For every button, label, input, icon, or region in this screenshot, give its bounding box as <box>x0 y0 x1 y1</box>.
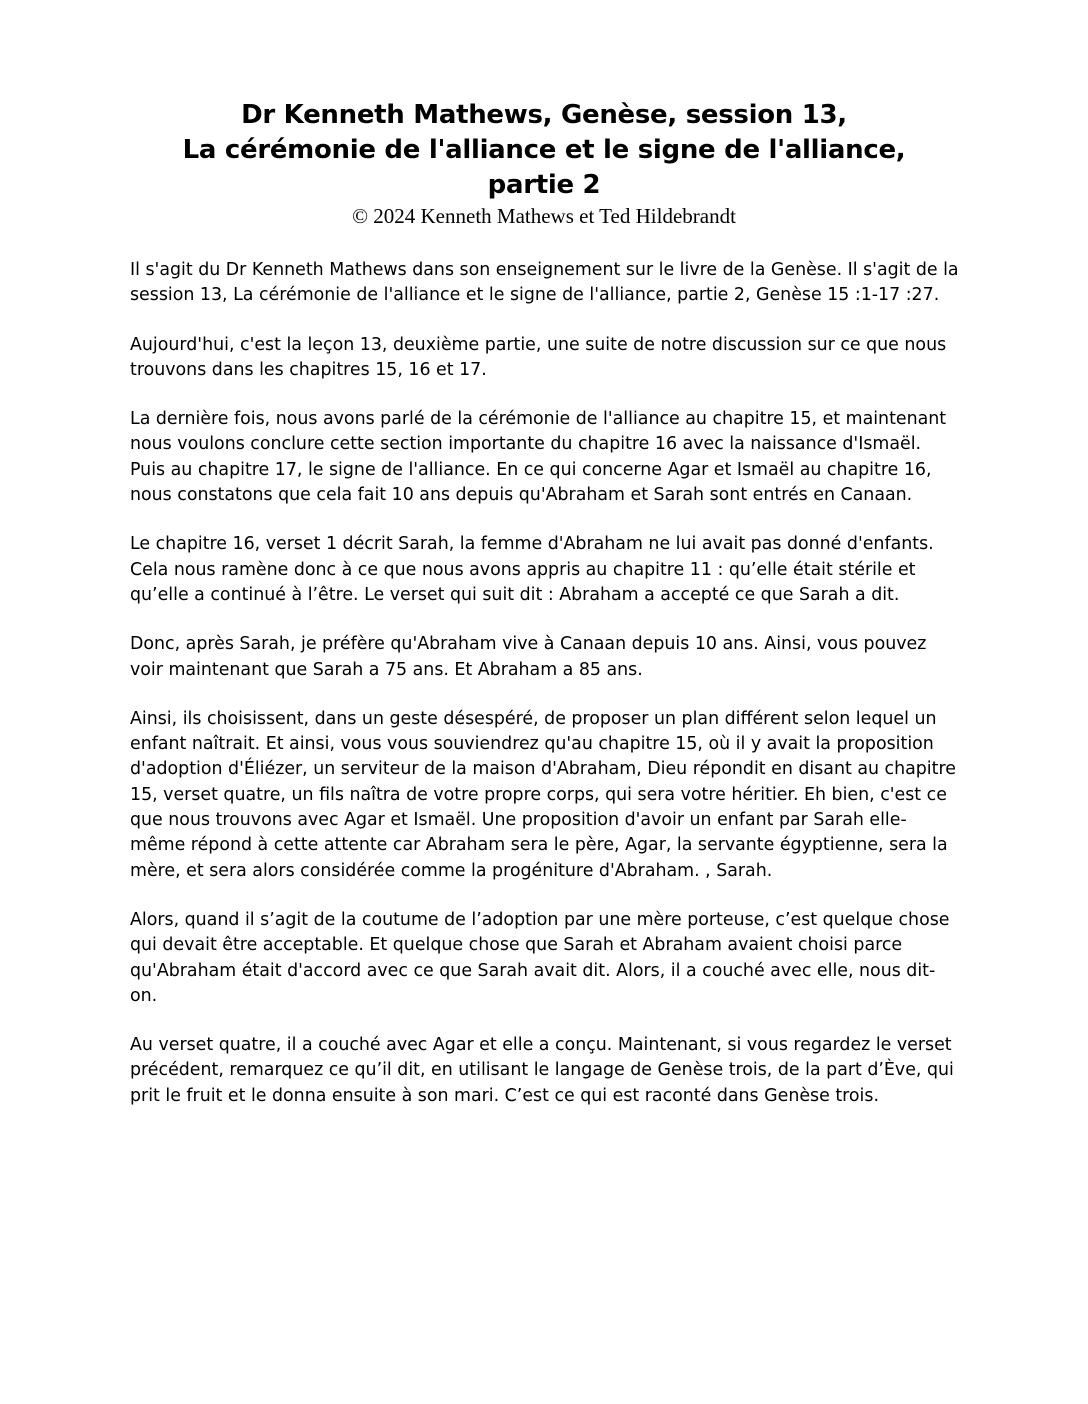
paragraph-5: Donc, après Sarah, je préfère qu'Abraham vive à Canaan depuis 10 ans. Ainsi, vous pouvez voir maintenant que Sarah a 75 ans. Et Abraham a 85 ans. <box>130 634 927 680</box>
paragraph-6: Ainsi, ils choisissent, dans un geste désespéré, de proposer un plan différent selon lequel un enfant naîtrait. Et ainsi, vous vous souviendrez qu'au chapitre 15, où il y avait la proposition d'adoption d'Éliézer, un serviteur de la maison d'Abraham, Dieu répondit en disant au chapitre 15, verset quatre, un fils naîtra de votre propre corps, qui sera votre héritier. Eh bien, c'est ce que nous trouvons avec Agar et Ismaël. Une proposition d'avoir un enfant par Sarah elle-même répond à cette attente car Abraham sera le père, Agar, la servante égyptienne, sera la mère, et sera alors considérée comme la progéniture d'Abraham. , Sarah. <box>130 708 956 881</box>
title-line-3: partie 2 <box>487 170 601 200</box>
document-title <box>100 98 988 203</box>
title-line-2: La cérémonie de l'alliance et le signe de l'alliance, <box>182 135 906 165</box>
copyright-line: © 2024 Kenneth Mathews et Ted Hildebrandt <box>352 204 736 228</box>
paragraph-8: Au verset quatre, il a couché avec Agar et elle a conçu. Maintenant, si vous regardez le verset précédent, remarquez ce qu’il dit, en utilisant le langage de Genèse trois, de la part d’Ève, qui prit le fruit et le donna ensuite à son mari. C’est ce qui est raconté dans Genèse trois. <box>130 1035 954 1106</box>
document-body <box>130 258 960 1133</box>
paragraph-4: Le chapitre 16, verset 1 décrit Sarah, la femme d'Abraham ne lui avait pas donné d'enfants. Cela nous ramène donc à ce que nous avons appris au chapitre 11 : qu’elle était stérile et qu’elle a continué à l’être. Le verset qui suit dit : Abraham a accepté ce que Sarah a dit. <box>130 534 934 605</box>
paragraph-1: Il s'agit du Dr Kenneth Mathews dans son enseignement sur le livre de la Genèse. Il s'agit de la session 13, La cérémonie de l'alliance et le signe de l'alliance, partie 2, Genèse 15 :1-17 :27. <box>130 260 959 306</box>
paragraph-7: Alors, quand il s’agit de la coutume de l’adoption par une mère porteuse, c’est quelque chose qui devait être acceptable. Et quelque chose que Sarah et Abraham avaient choisi parce qu'Abraham était d'accord avec ce que Sarah avait dit. Alors, il a couché avec elle, nous dit-on. <box>130 909 950 1006</box>
paragraph-2: Aujourd'hui, c'est la leçon 13, deuxième partie, une suite de notre discussion sur ce que nous trouvons dans les chapitres 15, 16 et 17. <box>130 334 947 380</box>
title-line-1: Dr Kenneth Mathews, Genèse, session 13, <box>241 100 847 130</box>
paragraph-3: La dernière fois, nous avons parlé de la cérémonie de l'alliance au chapitre 15, et maintenant nous voulons conclure cette section importante du chapitre 16 avec la naissance d'Ismaël. Puis au chapitre 17, le signe de l'alliance. En ce qui concerne Agar et Ismaël au chapitre 16, nous constatons que cela fait 10 ans depuis qu'Abraham et Sarah sont entrés en Canaan. <box>130 409 947 506</box>
